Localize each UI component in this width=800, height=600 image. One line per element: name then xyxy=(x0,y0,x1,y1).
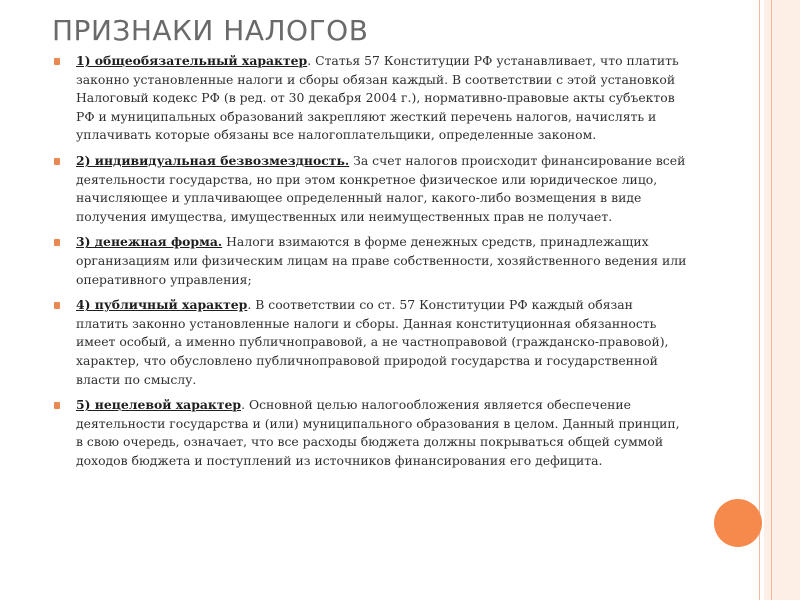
bullet-icon xyxy=(54,402,60,409)
item-text: . Основной целью налогообложения является обеспечение деятельности государства и (или) муниципального образования в целом. Данный принцип, в свою очередь, означает, что все расходы бюджета должны покрываться общей суммой доходов бюджета и поступлений из источников финансирования его дефицита. xyxy=(76,397,680,468)
bullet-icon xyxy=(54,239,60,246)
item-term: 2) индивидуальная безвозмездность. xyxy=(76,152,350,168)
decorative-line xyxy=(759,0,760,600)
item-text: . Статья 57 Конституции РФ устанавливает, что платить законно установленные налоги и сборы обязан каждый. В соответствии с этой установкой Налоговый кодекс РФ (в ред. от 30 декабря 2004 г.), нормативно-правовые акты субъектов РФ и муниципальных образований закрепляют жесткий перечень налогов, начислять и уплачивать которые обязаны все налогоплательщики, определенные законом. xyxy=(76,53,679,143)
list-item xyxy=(52,233,688,289)
bullet-icon xyxy=(54,158,60,165)
bullet-icon xyxy=(54,302,60,309)
list-item xyxy=(52,396,688,470)
decorative-band xyxy=(764,0,800,600)
item-text: За счет налогов происходит финансирование всей деятельности государства, но при этом конкретное физическое или юридическое лицо, начисляющее и уплачивающее определенный налог, какого-либо возмещения в виде получения имущества, имущественных или неимущественных прав не получает. xyxy=(76,152,686,224)
item-term: 4) публичный характер xyxy=(76,297,248,313)
item-term: 1) общеобязательный характер xyxy=(76,53,308,68)
list-item xyxy=(52,52,688,145)
item-term: 5) нецелевой характер xyxy=(76,397,242,413)
decorative-line xyxy=(771,0,772,600)
item-text: Налоги взимаются в форме денежных средств, принадлежащих организациям или физическим лицам на праве собственности, хозяйственного ведения или оперативного управления; xyxy=(76,234,687,287)
bullet-icon xyxy=(54,58,60,65)
item-term: 3) денежная форма. xyxy=(76,234,223,250)
item-text: . В соответствии со ст. 57 Конституции РФ каждый обязан платить законно установленные налоги и сборы. Данная конституционная обязанность имеет особый, а именно публичноправовой, а не частноправовой (гражданско-правовой), характер, что обусловлено публичноправовой природой государства и государственной власти по смыслу. xyxy=(76,297,669,387)
decorative-circle xyxy=(714,499,762,547)
bullet-list xyxy=(52,52,688,477)
slide-title: ПРИЗНАКИ НАЛОГОВ xyxy=(52,14,369,47)
list-item xyxy=(52,152,688,226)
list-item xyxy=(52,296,688,389)
